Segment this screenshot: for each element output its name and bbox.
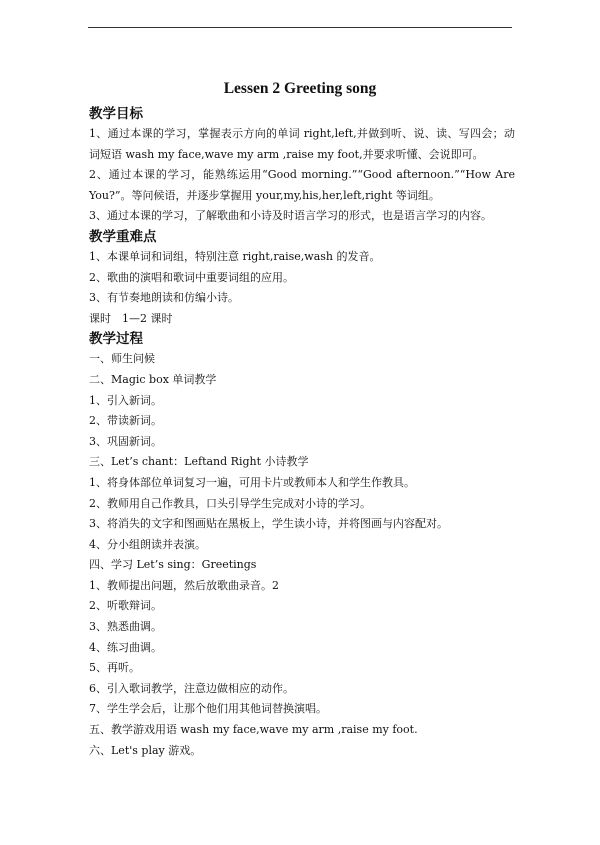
process-step: 1、教师提出问题，然后放歌曲录音。2	[89, 578, 279, 592]
section-heading-process: 教学过程	[89, 331, 143, 348]
document-body	[89, 104, 515, 761]
header-rule	[88, 27, 512, 28]
process-step: 二、Magic box 单词教学	[89, 372, 217, 386]
class-hours: 课时 1—2 课时	[89, 311, 173, 325]
process-step: 三、Let’s chant：Leftand Right 小诗教学	[89, 455, 309, 469]
section-heading-objectives: 教学目标	[89, 106, 143, 122]
process-step: 3、熟悉曲调。	[89, 620, 162, 634]
process-step: 7、学生学会后，让那个他们用其他词替换演唱。	[89, 702, 327, 716]
process-step: 六、Let's play 游戏。	[89, 743, 202, 757]
objective-item-1: 1、通过本课的学习，掌握表示方向的单词 right,left,并做到听、说、读、写四会；动词短语 wash my face,wave my arm ,raise my foot,并要求听懂、会说即可。	[89, 127, 515, 161]
key-point-item-2: 2、歌曲的演唱和歌词中重要词组的应用。	[89, 270, 294, 284]
process-step: 2、带读新词。	[89, 414, 162, 428]
process-step: 2、教师用自己作教具，口头引导学生完成对小诗的学习。	[89, 496, 371, 510]
process-step: 一、师生问候	[89, 352, 155, 366]
process-step: 1、将身体部位单词复习一遍，可用卡片或教师本人和学生作教具。	[89, 475, 415, 489]
objective-item-2: 2、通过本课的学习，能熟练运用“Good morning.”“Good afternoon.”“How Are You?”。等问候语，并逐步掌握用 your,my,his,her,left,right 等词组。	[89, 168, 515, 202]
process-step: 4、分小组朗读并表演。	[89, 537, 206, 551]
process-step: 五、教学游戏用语 wash my face,wave my arm ,raise my foot.	[89, 723, 418, 737]
objective-item-3: 3、通过本课的学习，了解歌曲和小诗及时语言学习的形式，也是语言学习的内容。	[89, 209, 492, 223]
section-heading-key-points: 教学重难点	[89, 228, 157, 245]
process-step: 1、引入新词。	[89, 393, 162, 407]
process-step: 2、听歌辩词。	[89, 599, 162, 613]
process-step: 6、引入歌词教学，注意边做相应的动作。	[89, 681, 294, 695]
process-step: 四、学习 Let’s sing：Greetings	[89, 558, 257, 572]
process-step: 5、再听。	[89, 661, 140, 675]
process-step: 3、将消失的文字和图画贴在黑板上，学生读小诗，并将图画与内容配对。	[89, 517, 448, 531]
key-point-item-3: 3、有节奏地朗读和仿编小诗。	[89, 291, 239, 305]
process-step: 3、巩固新词。	[89, 434, 162, 448]
key-point-item-1: 1、本课单词和词组，特别注意 right,raise,wash 的发音。	[89, 249, 381, 263]
process-step: 4、练习曲调。	[89, 640, 162, 654]
lesson-title: Lessen 2 Greeting song	[223, 80, 377, 97]
